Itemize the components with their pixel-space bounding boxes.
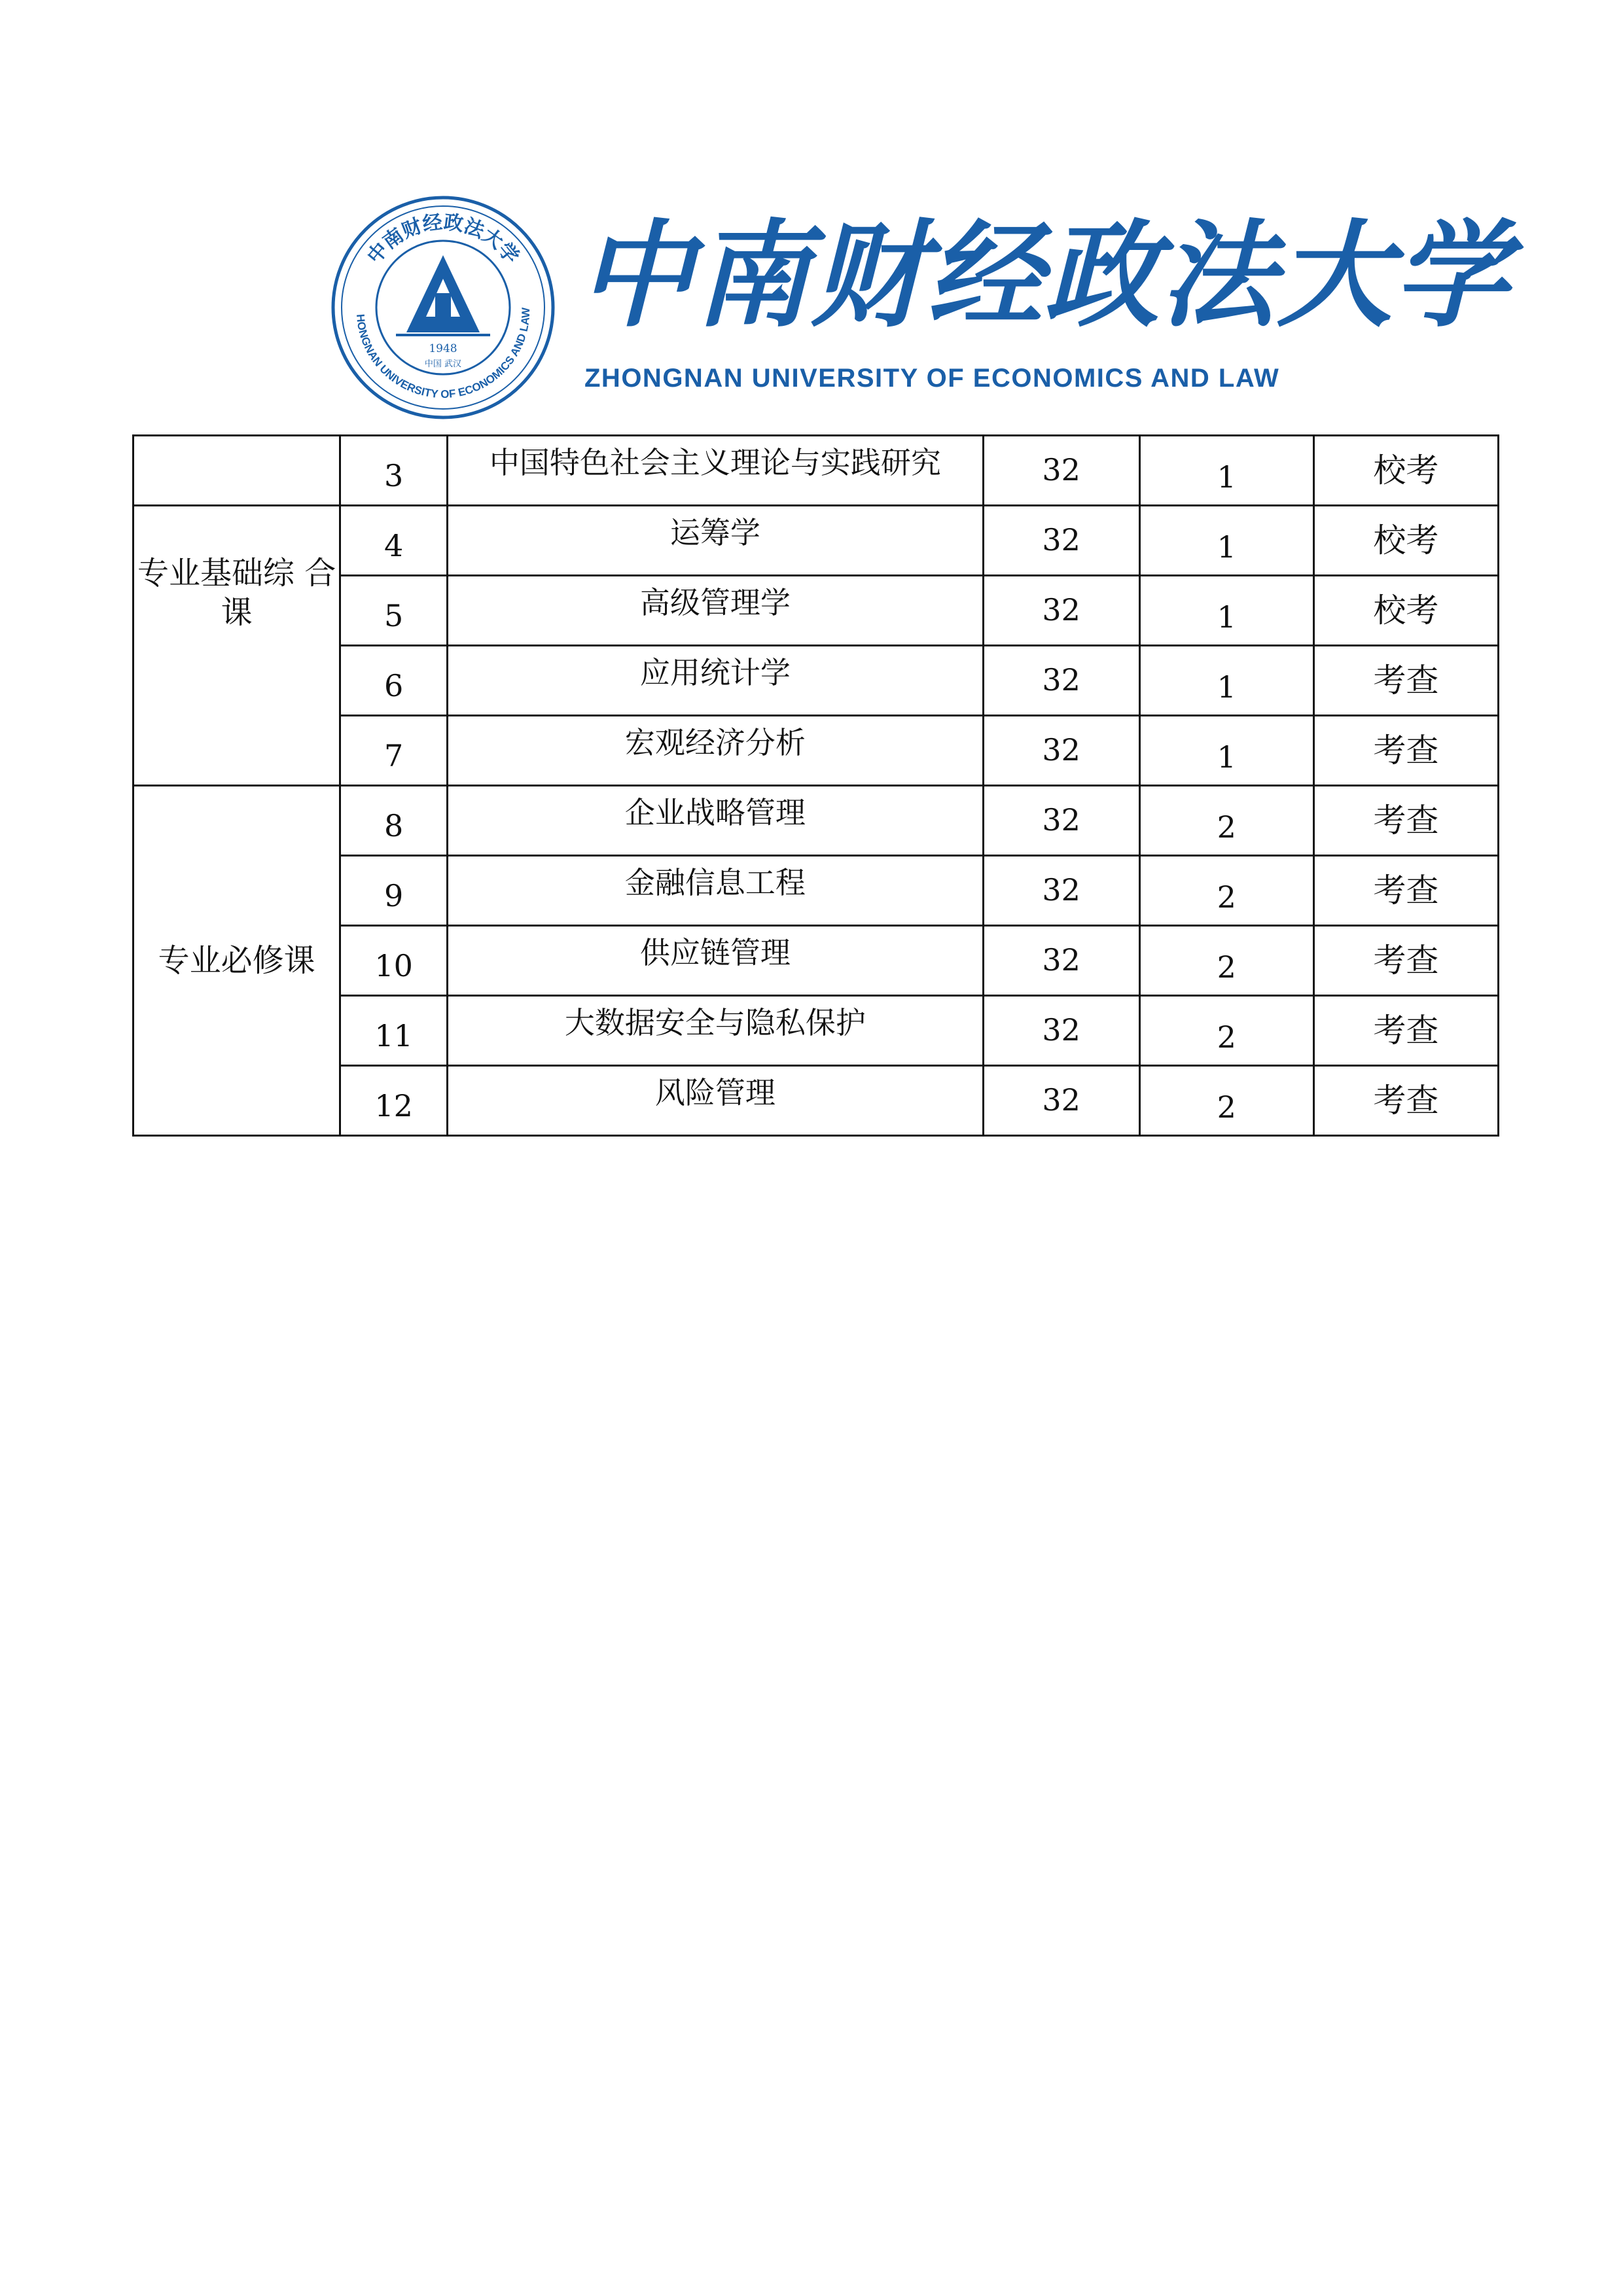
course-credits: 2 — [1139, 786, 1313, 856]
seal-ring-cn: 中南财经政法大学 — [363, 211, 524, 268]
seal-year: 1948 — [429, 342, 457, 355]
course-name: 宏观经济分析 — [448, 716, 983, 786]
course-name: 中国特色社会主义理论与实践研究 — [448, 436, 983, 506]
course-credits: 2 — [1139, 926, 1313, 996]
course-assessment: 考查 — [1313, 1066, 1498, 1136]
course-hours: 32 — [983, 786, 1139, 856]
category-cell — [134, 436, 340, 506]
course-hours: 32 — [983, 576, 1139, 646]
course-table — [132, 434, 1499, 1137]
course-credits: 1 — [1139, 646, 1313, 716]
course-assessment: 考查 — [1313, 716, 1498, 786]
course-hours: 32 — [983, 506, 1139, 576]
course-number: 4 — [340, 506, 448, 576]
course-number: 3 — [340, 436, 448, 506]
course-number: 9 — [340, 856, 448, 926]
course-credits: 1 — [1139, 436, 1313, 506]
table-row — [134, 436, 1499, 506]
course-credits: 1 — [1139, 576, 1313, 646]
course-credits: 2 — [1139, 996, 1313, 1066]
university-name-cn: 中南财经政法大学 — [578, 207, 1510, 343]
category-cell: 专业基础综 合课 — [134, 506, 340, 786]
university-seal-icon — [330, 195, 556, 421]
course-name: 应用统计学 — [448, 646, 983, 716]
course-hours: 32 — [983, 1066, 1139, 1136]
course-number: 8 — [340, 786, 448, 856]
seal-city: 中国 武汉 — [424, 359, 462, 369]
course-assessment: 校考 — [1313, 576, 1498, 646]
course-number: 10 — [340, 926, 448, 996]
course-assessment: 考查 — [1313, 996, 1498, 1066]
course-assessment: 校考 — [1313, 506, 1498, 576]
course-assessment: 考查 — [1313, 786, 1498, 856]
course-number: 11 — [340, 996, 448, 1066]
course-name: 高级管理学 — [448, 576, 983, 646]
course-name: 企业战略管理 — [448, 786, 983, 856]
course-number: 12 — [340, 1066, 448, 1136]
course-credits: 1 — [1139, 716, 1313, 786]
course-hours: 32 — [983, 856, 1139, 926]
university-logo — [330, 195, 1510, 421]
course-name: 运筹学 — [448, 506, 983, 576]
course-assessment: 校考 — [1313, 436, 1498, 506]
course-credits: 2 — [1139, 1066, 1313, 1136]
course-number: 5 — [340, 576, 448, 646]
course-assessment: 考查 — [1313, 646, 1498, 716]
table-row — [134, 786, 1499, 856]
course-assessment: 考查 — [1313, 926, 1498, 996]
university-name-en: ZHONGNAN UNIVERSITY OF ECONOMICS AND LAW — [584, 364, 1280, 393]
course-name: 供应链管理 — [448, 926, 983, 996]
course-assessment: 考查 — [1313, 856, 1498, 926]
course-name: 大数据安全与隐私保护 — [448, 996, 983, 1066]
course-hours: 32 — [983, 436, 1139, 506]
course-name: 金融信息工程 — [448, 856, 983, 926]
course-hours: 32 — [983, 716, 1139, 786]
course-credits: 2 — [1139, 856, 1313, 926]
course-number: 6 — [340, 646, 448, 716]
table-row — [134, 506, 1499, 576]
course-number: 7 — [340, 716, 448, 786]
course-hours: 32 — [983, 646, 1139, 716]
seal-ring-en: HONGNAN UNIVERSITY OF ECONOMICS AND LAW — [353, 307, 533, 401]
course-credits: 1 — [1139, 506, 1313, 576]
course-hours: 32 — [983, 996, 1139, 1066]
category-cell: 专业必修课 — [134, 786, 340, 1136]
course-name: 风险管理 — [448, 1066, 983, 1136]
course-hours: 32 — [983, 926, 1139, 996]
